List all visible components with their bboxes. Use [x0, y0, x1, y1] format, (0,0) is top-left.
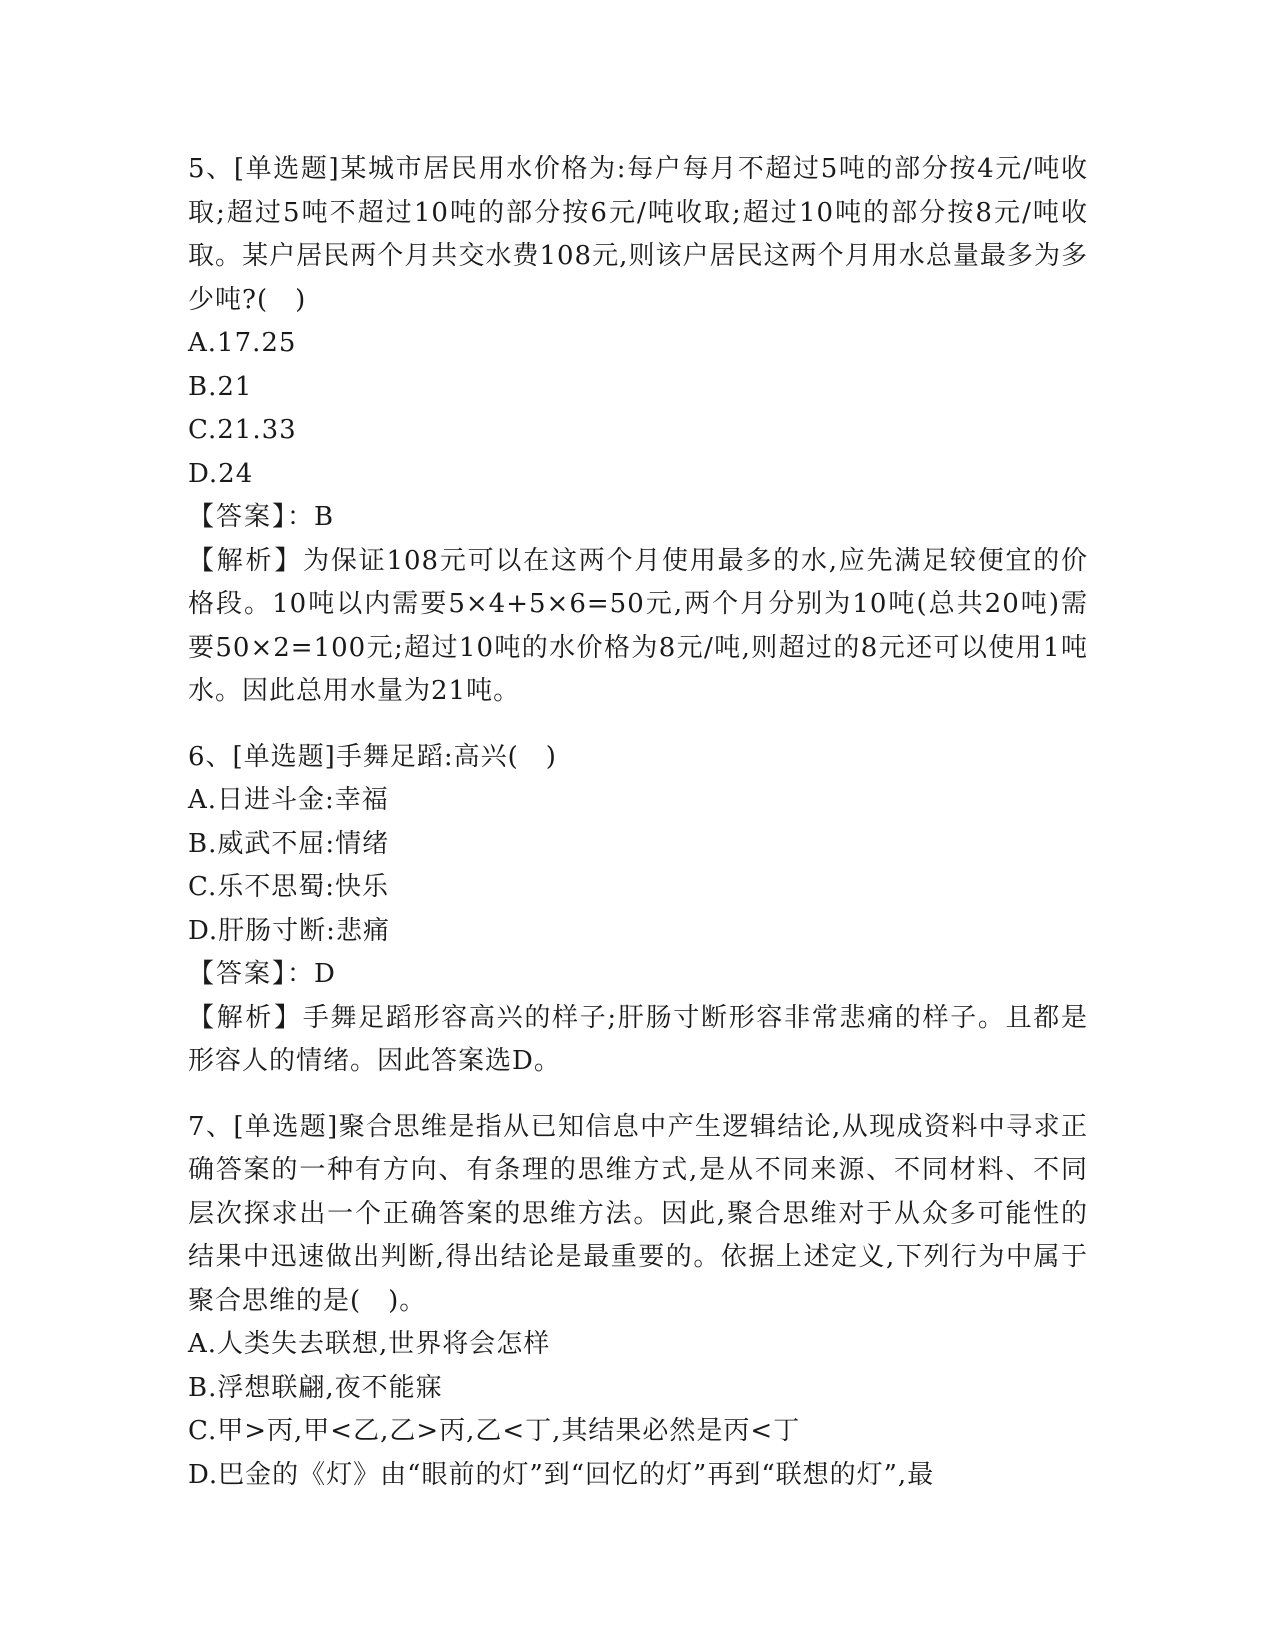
analysis-paragraph — [188, 540, 1088, 714]
answer-label: 【答案】 — [188, 959, 288, 989]
option-a: A.17.25 — [188, 328, 297, 358]
question-5 — [188, 148, 1088, 714]
analysis-paragraph — [188, 997, 1088, 1084]
answer-label: 【答案】 — [188, 502, 288, 532]
analysis-text: 手舞足蹈形容高兴的样子;肝肠寸断形容非常悲痛的样子。且都是形容人的情绪。因此答案选D。 — [188, 1002, 1088, 1076]
answer-separator: ： — [287, 502, 315, 532]
page-content — [188, 148, 1088, 1497]
option-b: B.威武不屈:情绪 — [188, 828, 390, 859]
option-a: A.日进斗金:幸福 — [188, 785, 389, 815]
option-d: D.肝肠寸断:悲痛 — [188, 915, 390, 946]
question-spacer — [188, 714, 1088, 736]
question-spacer — [188, 1084, 1088, 1106]
answer-value: B — [314, 502, 335, 532]
analysis-text: 为保证108元可以在这两个月使用最多的水,应先满足较便宜的价格段。10吨以内需要5×4+5×6=50元,两个月分别为10吨(总共20吨)需要50×2=100元;超过10吨的水价格为8元/吨,则超过的8元还可以使用1吨水。因此总用水量为21吨。 — [188, 545, 1088, 706]
option-b: B.浮想联翩,夜不能寐 — [188, 1372, 443, 1403]
option-a: A.人类失去联想,世界将会怎样 — [188, 1329, 551, 1359]
question-stem: 6、[单选题]手舞足蹈:高兴( ) — [188, 741, 557, 772]
option-c: C.21.33 — [188, 415, 297, 445]
answer-value: D — [314, 959, 336, 989]
question-stem: 5、[单选题]某城市居民用水价格为:每户每月不超过5吨的部分按4元/吨收取;超过5吨不超过10吨的部分按6元/吨收取;超过10吨的部分按8元/吨收取。某户居民两个月共交水费108元,则该户居民这两个月用水总量最多为多少吨?( ) — [188, 154, 1088, 315]
question-6 — [188, 736, 1088, 1084]
option-c: C.甲>丙,甲<乙,乙>丙,乙<丁,其结果必然是丙<丁 — [188, 1416, 801, 1446]
question-7 — [188, 1106, 1088, 1498]
answer-line — [188, 953, 1088, 997]
analysis-label: 【解析】 — [188, 1002, 303, 1033]
analysis-label: 【解析】 — [188, 545, 304, 576]
question-stem: 7、[单选题]聚合思维是指从已知信息中产生逻辑结论,从现成资料中寻求正确答案的一种有方向、有条理的思维方式,是从不同来源、不同材料、不同层次探求出一个正确答案的思维方法。因此,聚合思维对于从众多可能性的结果中迅速做出判断,得出结论是最重要的。依据上述定义,下列行为中属于聚合思维的是( )。 — [188, 1111, 1088, 1316]
option-c: C.乐不思蜀:快乐 — [188, 872, 389, 902]
option-d: D.24 — [188, 458, 254, 489]
answer-line — [188, 496, 1088, 540]
option-d: D.巴金的《灯》由“眼前的灯”到“回忆的灯”再到“联想的灯”,最 — [188, 1459, 935, 1490]
answer-separator: ： — [287, 959, 315, 989]
option-b: B.21 — [188, 371, 253, 402]
